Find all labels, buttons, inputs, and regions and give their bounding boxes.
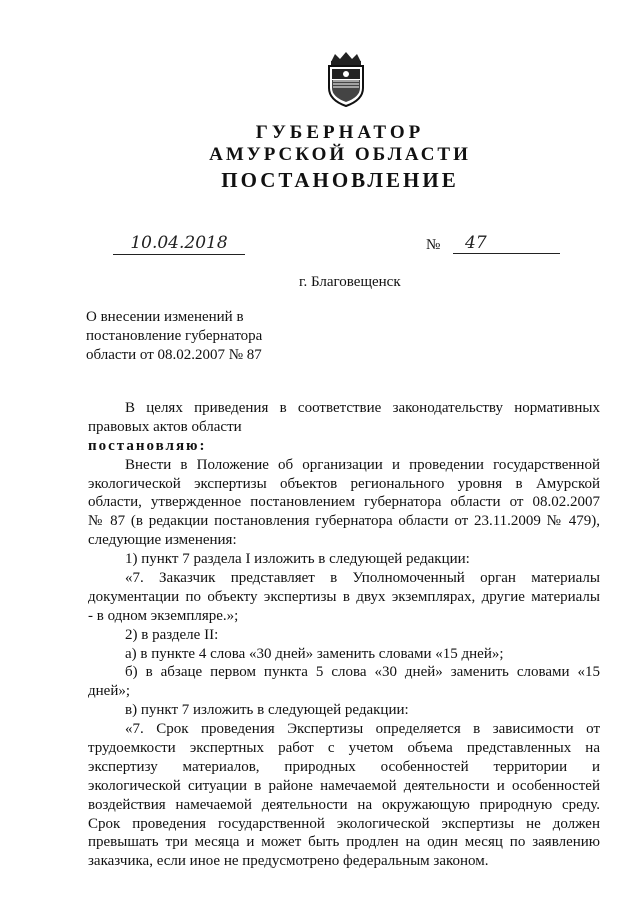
body-line: «7. Срок проведения Экспертизы определяется в зависимости от (125, 721, 600, 738)
body-line: экологической экспертизы объектов регионального уровня в Амурской (88, 475, 600, 492)
number-label: № (426, 237, 441, 253)
body-line: 2) в разделе II: (125, 626, 219, 643)
body-line: области, утвержденное постановлением губернатора области от 08.02.2007 (88, 494, 600, 511)
body-line: «7. Заказчик представляет в Уполномоченный орган материалы (125, 570, 600, 587)
body-line: Внести в Положение об организации и проведении государственной (125, 456, 600, 473)
body-line: б) в абзаце первом пункта 5 слова «30 дней» заменить словами «15 (125, 664, 600, 681)
body-line: № 87 (в редакции постановления губернатора области от 23.11.2009 № 479), (88, 513, 600, 530)
document-body (88, 399, 600, 871)
body-line: документации по объекту экспертизы в двух экземплярах, другие материалы (88, 588, 600, 605)
city-line: г. Благовещенск (299, 274, 401, 290)
body-line: следующие изменения: (88, 532, 237, 549)
body-line: превышать три месяца и может быть продлен на один месяц по заявлению (88, 834, 600, 851)
decree-word: постановляю: (88, 437, 207, 454)
body-line: воздействия намечаемой деятельности на окружающую природную среду. (88, 796, 600, 813)
title-region: АМУРСКОЙ ОБЛАСТИ (209, 144, 471, 165)
subject-line: постановление губернатора (86, 328, 263, 344)
body-line: трудоемкости экспертных работ с учетом объема представленных на (88, 740, 600, 757)
subject-line: области от 08.02.2007 № 87 (86, 347, 262, 363)
body-line: В целях приведения в соответствие законодательству нормативных (125, 400, 600, 416)
body-line: в) пункт 7 изложить в следующей редакции: (125, 702, 409, 719)
body-line: Срок проведения государственной экологической экспертизы не должен (88, 815, 600, 832)
body-line: заказчика, если иное не предусмотрено федеральным законом. (88, 853, 489, 870)
body-line: экспертизу материалов, природных особенностей территории и (88, 758, 600, 775)
handwritten-date: 10.04.2018 (113, 232, 245, 255)
body-line: - в одном экземпляре.»; (88, 607, 239, 624)
body-line: правовых актов области (88, 418, 242, 435)
body-line: 1) пункт 7 раздела I изложить в следующей редакции: (125, 551, 470, 568)
coat-of-arms-emblem (323, 50, 369, 108)
body-line: дней»; (88, 683, 131, 700)
subject-block (86, 308, 262, 365)
title-document-type: ПОСТАНОВЛЕНИЕ (221, 168, 459, 192)
body-line: а) в пункте 4 слова «30 дней» заменить словами «15 дней»; (125, 645, 504, 662)
handwritten-number: 47 (453, 232, 560, 254)
body-line: экологической ситуации в районе намечаемой деятельности и особенностей (88, 777, 600, 794)
subject-line: О внесении изменений в (86, 309, 244, 325)
title-governor: ГУБЕРНАТОР (255, 122, 425, 143)
